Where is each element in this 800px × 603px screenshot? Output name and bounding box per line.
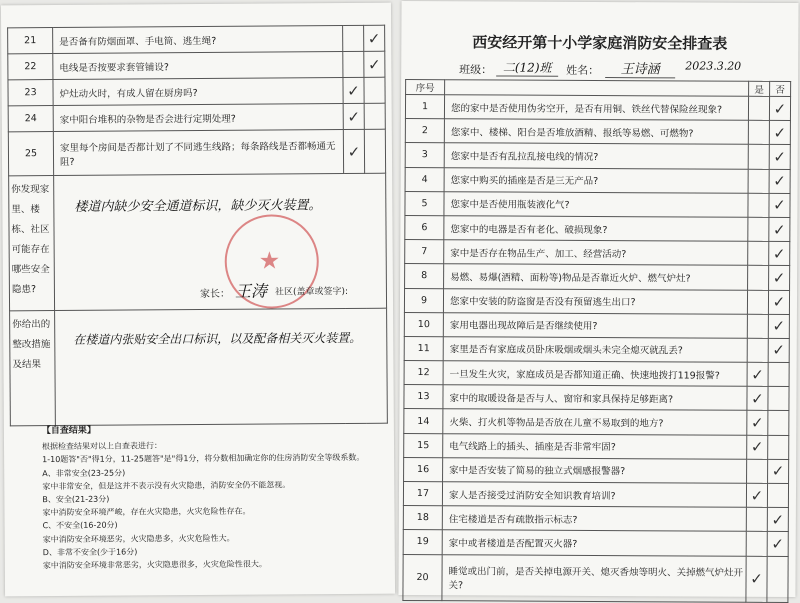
no-cell	[768, 435, 789, 459]
yes-cell	[747, 338, 768, 362]
no-cell	[769, 242, 790, 266]
no-cell	[769, 96, 790, 120]
yes-cell	[748, 193, 769, 217]
yes-cell	[746, 483, 767, 507]
left-page	[1, 3, 395, 597]
row-question: 您家中是否使用瓶装液化气?	[444, 191, 748, 217]
no-check: ✓	[368, 55, 381, 74]
self-check-line: D、非常不安全(少于16分)	[42, 547, 138, 557]
row-question: 家中的取暖设备是否与人、窗帘和家具保持足够距离?	[443, 385, 747, 411]
table-row	[403, 530, 788, 556]
row-question: 易燃、易爆(酒精、面粉等)物品是否靠近火炉、燃气炉灶?	[444, 264, 748, 290]
row-number: 23	[8, 80, 53, 106]
no-cell	[769, 193, 790, 217]
table-row	[8, 25, 385, 54]
row-question: 住宅楼道是否有疏散指示标志?	[442, 506, 746, 532]
no-cell	[768, 290, 789, 314]
yes-cell	[343, 77, 364, 103]
row-question: 家里每个房间是否都计划了不同逃生线路；每条路线是否都畅通无阻?	[53, 129, 343, 175]
self-check-line: B、安全(21-23分)	[42, 494, 110, 505]
row-number: 17	[403, 481, 442, 505]
no-check: ✓	[773, 172, 786, 191]
class-value: 二(12)班	[496, 58, 558, 76]
yes-cell	[748, 217, 769, 241]
no-cell	[364, 51, 385, 77]
hazard-handwriting: 楼道内缺少安全通道标识，缺少灭火装置。	[74, 198, 322, 215]
yes-cell	[747, 435, 768, 459]
row-question: 您家中是否有乱拉乱接电线的情况?	[444, 143, 748, 169]
yes-cell	[748, 241, 769, 265]
right-page	[398, 1, 798, 597]
right-checklist-table	[402, 79, 791, 603]
no-cell	[364, 77, 385, 103]
no-check: ✓	[773, 99, 787, 118]
yes-cell	[746, 507, 767, 531]
row-question: 家用电器出现故障后是否继续使用?	[443, 312, 747, 338]
fix-label: 你给出的整改措施及结果	[10, 311, 56, 426]
yes-check: ✓	[750, 569, 763, 588]
yes-cell	[343, 51, 364, 77]
self-check-line: 家中消防安全环境恶劣，火灾隐患多，火灾危险性大。	[42, 533, 235, 544]
row-number: 8	[405, 264, 444, 288]
date-value: 2023.3.20	[685, 59, 742, 73]
no-cell	[767, 508, 788, 532]
no-cell	[769, 121, 790, 145]
row-number: 13	[404, 385, 443, 409]
header-num: 序号	[406, 79, 445, 94]
yes-cell	[747, 290, 768, 314]
row-number: 7	[405, 240, 444, 264]
community-seal-label: 社区(盖章或签字):	[274, 286, 349, 298]
no-check: ✓	[772, 341, 786, 360]
row-number: 3	[405, 143, 444, 167]
no-cell	[768, 387, 789, 411]
table-row	[404, 288, 789, 314]
self-check-line: 家中非常安全，但是这并不表示没有火灾隐患，消防安全仍不能忽视。	[42, 480, 291, 491]
no-check: ✓	[772, 244, 786, 263]
row-number: 20	[403, 554, 442, 600]
no-check: ✓	[772, 268, 786, 287]
table-row	[404, 409, 789, 435]
no-cell	[364, 103, 385, 129]
header-no: 否	[770, 81, 791, 96]
yes-cell	[746, 556, 767, 602]
row-number: 15	[404, 433, 443, 457]
no-cell	[769, 266, 790, 290]
row-number: 11	[404, 336, 443, 360]
yes-cell	[748, 169, 769, 193]
row-question: 一旦发生火灾，家庭成员是否都知道正确、快速地拨打119报警?	[443, 361, 747, 387]
row-number: 5	[405, 191, 444, 215]
row-question: 您家中安装的防盗窗是否没有预留逃生出口?	[443, 288, 747, 314]
no-check: ✓	[771, 462, 785, 481]
row-question: 家中是否安装了简易的独立式烟感报警器?	[443, 457, 747, 483]
self-check-line: C、不安全(16-20分)	[42, 520, 118, 531]
name-value: 王诗涵	[605, 58, 675, 78]
yes-check: ✓	[347, 81, 360, 100]
no-check: ✓	[367, 29, 381, 48]
no-check: ✓	[772, 293, 786, 312]
table-row	[8, 51, 385, 80]
row-number: 18	[403, 506, 442, 530]
table-row	[404, 361, 789, 387]
no-cell	[769, 145, 790, 169]
header-yes: 是	[749, 81, 770, 96]
yes-cell	[747, 411, 768, 435]
self-check-line: 家中消防安全环境非常恶劣，火灾隐患很多，火灾危险性很大。	[42, 559, 267, 571]
row-number: 16	[404, 457, 443, 481]
self-check-line: 根据检查结果对以上自查表进行：	[41, 441, 163, 452]
yes-cell	[748, 96, 769, 120]
fix-cell	[55, 308, 388, 425]
no-cell	[768, 459, 789, 483]
row-number: 2	[405, 119, 444, 143]
yes-check: ✓	[751, 389, 764, 408]
table-row	[8, 103, 385, 132]
no-cell	[768, 362, 789, 386]
no-cell	[767, 483, 788, 507]
row-question: 家中阳台堆积的杂物是否会进行定期处理?	[53, 103, 343, 131]
yes-cell	[748, 266, 769, 290]
self-check-section	[42, 423, 383, 573]
header-question	[445, 80, 749, 97]
no-cell	[768, 411, 789, 435]
yes-cell	[747, 387, 768, 411]
table-row	[403, 506, 788, 532]
yes-cell	[747, 459, 768, 483]
no-check: ✓	[772, 317, 786, 336]
row-number: 14	[404, 409, 443, 433]
no-cell	[364, 129, 385, 173]
self-check-line: 1-10题答"否"得1分，11-25题答"是"得1分，将分数相加确定你的住房消防安全等级系数。	[42, 453, 365, 465]
row-question: 火柴、打火机等物品是否放在儿童不易取到的地方?	[443, 409, 747, 435]
parent-label: 家长：	[199, 288, 231, 300]
row-question: 家中是否存在物品生产、加工、经营活动?	[444, 240, 748, 266]
table-row	[403, 554, 788, 602]
form-title: 西安经开第十小学家庭消防安全排查表	[472, 33, 728, 53]
row-question: 电气线路上的插头、插座是否非常牢固?	[443, 433, 747, 459]
no-cell	[768, 338, 789, 362]
row-number: 12	[404, 361, 443, 385]
row-question: 是否备有防烟面罩、手电筒、逃生绳?	[53, 25, 343, 53]
yes-cell	[748, 145, 769, 169]
table-row	[405, 119, 790, 145]
table-row	[403, 481, 788, 507]
no-cell	[364, 25, 385, 51]
table-row	[404, 433, 789, 459]
row-number: 25	[8, 132, 53, 176]
table-row	[8, 77, 385, 106]
row-question: 电线是否按要求套管铺设?	[53, 51, 343, 79]
row-question: 您家中、楼梯、阳台是否堆放酒精、报纸等易燃、可燃物?	[444, 119, 748, 145]
row-number: 9	[404, 288, 443, 312]
row-number: 22	[8, 54, 53, 80]
yes-check: ✓	[751, 365, 764, 384]
no-check: ✓	[773, 147, 787, 166]
no-cell	[768, 314, 789, 338]
row-number: 6	[405, 215, 444, 239]
hazard-cell	[54, 173, 387, 310]
table-row	[404, 312, 789, 338]
no-check: ✓	[771, 510, 785, 529]
row-number: 10	[404, 312, 443, 336]
no-cell	[767, 556, 788, 602]
no-check: ✓	[771, 534, 785, 553]
row-question: 家中或者楼道是否配置灭火器?	[442, 530, 746, 556]
community-stamp: ★	[224, 214, 319, 309]
left-checklist-table	[7, 25, 388, 427]
yes-cell	[748, 120, 769, 144]
table-row	[405, 264, 790, 290]
parent-signature: 王涛	[234, 281, 268, 301]
self-check-line: 家中消防安全环境严峻，存在火灾隐患，火灾危险性存在。	[42, 506, 251, 518]
yes-cell	[747, 362, 768, 386]
row-question: 睡觉或出门前，是否关掉电源开关、熄灭香烛等明火、关掉燃气炉灶开关?	[442, 554, 746, 602]
table-row	[404, 457, 789, 483]
table-row	[404, 336, 789, 362]
table-row	[405, 143, 790, 169]
no-cell	[767, 532, 788, 556]
yes-cell	[746, 532, 767, 556]
row-question: 炉灶动火时，有成人留在厨房吗?	[53, 77, 343, 105]
self-check-line: A、非常安全(23-25分)	[42, 468, 126, 478]
no-cell	[769, 169, 790, 193]
hazard-label: 你发现家里、楼栋、社区可能存在哪些安全隐患?	[9, 176, 55, 311]
self-check-title: 【自查结果】	[41, 425, 96, 437]
name-label: 姓名：	[566, 63, 600, 78]
no-check: ✓	[773, 123, 787, 142]
yes-cell	[747, 314, 768, 338]
yes-cell	[343, 25, 364, 51]
table-row	[405, 240, 790, 266]
table-row	[405, 167, 790, 193]
no-cell	[769, 217, 790, 241]
row-number: 4	[405, 167, 444, 191]
yes-check: ✓	[347, 142, 361, 161]
row-question: 家人是否接受过消防安全知识教育培训?	[442, 482, 746, 508]
yes-check: ✓	[751, 413, 764, 432]
row-question: 您家中购买的插座是否是三无产品?	[444, 167, 748, 193]
table-row	[405, 94, 790, 120]
row-number: 21	[8, 28, 53, 54]
row-number: 1	[405, 94, 444, 118]
yes-check: ✓	[347, 107, 361, 126]
yes-cell	[343, 129, 364, 173]
row-question: 家里是否有家庭成员卧床吸烟或烟头未完全熄灭就乱丢?	[443, 337, 747, 363]
row-question: 您的家中是否使用伪劣空开，是否有用铜、铁丝代替保险丝现象?	[444, 95, 748, 121]
no-check: ✓	[773, 220, 786, 239]
table-row	[405, 191, 790, 217]
fix-handwriting: 在楼道内张贴安全出口标识，以及配备相关灭火装置。	[73, 330, 362, 347]
row-number: 24	[8, 106, 53, 132]
table-row	[8, 129, 385, 176]
yes-check: ✓	[750, 486, 764, 505]
table-row	[405, 215, 790, 241]
yes-check: ✓	[750, 438, 764, 457]
class-label: 班级：	[459, 63, 493, 77]
table-row	[404, 385, 789, 411]
row-question: 您家中的电器是否有老化、破损现象?	[444, 216, 748, 242]
no-check: ✓	[773, 196, 786, 215]
yes-cell	[343, 103, 364, 129]
row-number: 19	[403, 530, 442, 554]
